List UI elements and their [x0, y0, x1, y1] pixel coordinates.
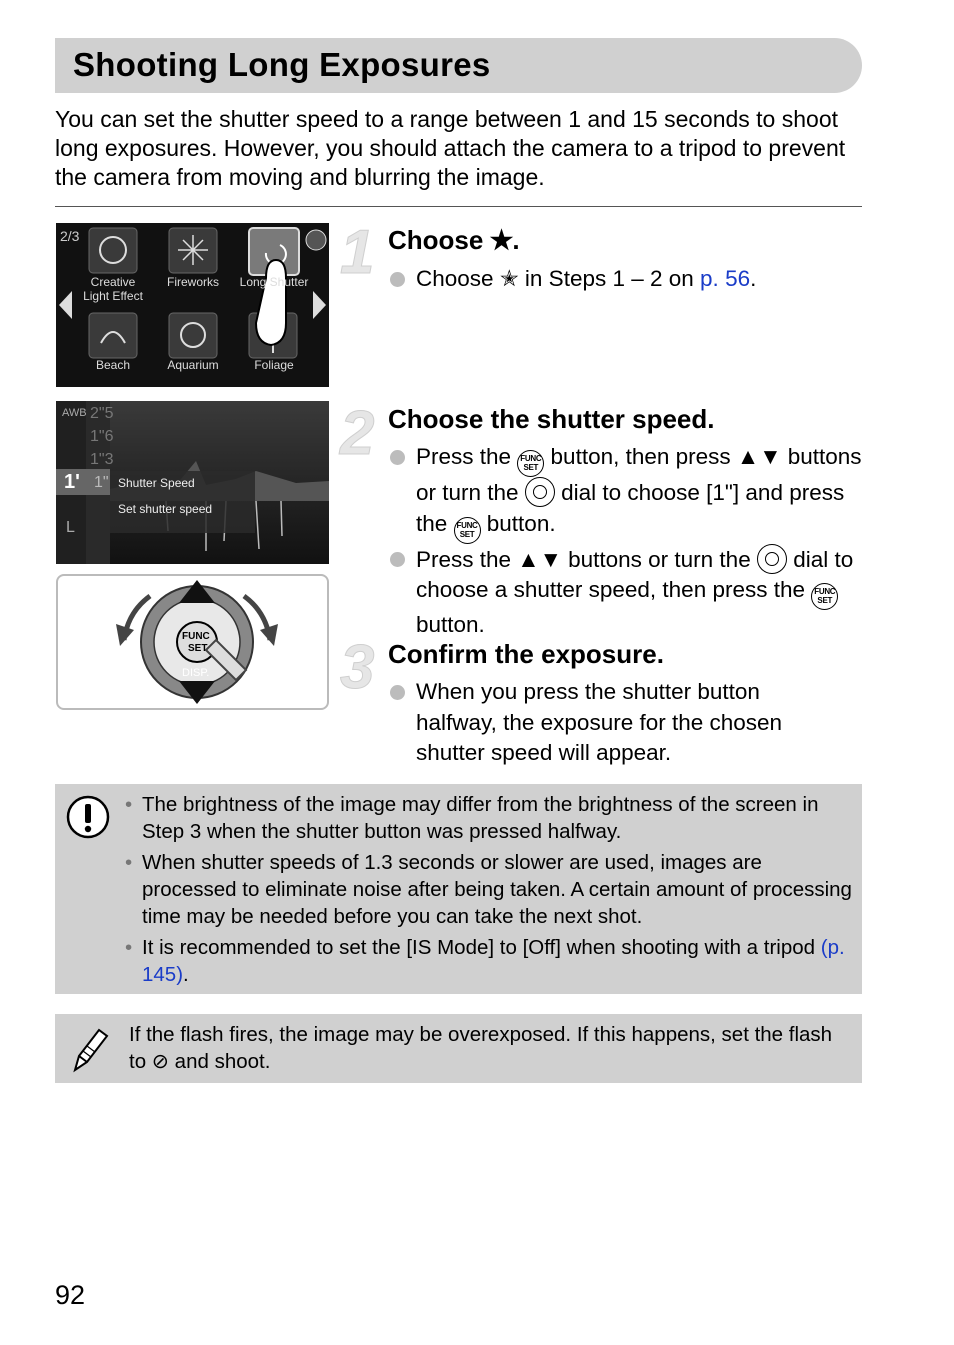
control-dial-icon: [525, 477, 555, 507]
title-bar: [55, 38, 862, 93]
func-set-icon: [454, 517, 481, 544]
page-link[interactable]: (p. 145): [142, 936, 845, 986]
screen2-right-label: 2"5: [90, 405, 114, 422]
disp-label: DISP.: [182, 667, 210, 679]
long-shutter-icon: ✭: [490, 225, 513, 255]
memo-text: [129, 1021, 854, 1075]
bullet-text: Choose: [416, 266, 500, 291]
step-number: 1: [340, 218, 375, 287]
step-number: 2: [340, 399, 375, 468]
caution-box: [55, 784, 862, 994]
control-dial-illustration: [56, 574, 329, 710]
list-item: [125, 934, 855, 988]
set-label: SET: [188, 643, 208, 654]
step-number: 3: [340, 633, 375, 702]
step-title: [388, 225, 520, 256]
page-number: 92: [55, 1280, 86, 1310]
list-item: • The brightness of the image may differ from the brightness of the screen in Step 3 when the shutter button was pressed halfway.: [125, 791, 855, 845]
scene-item-label: Fireworks: [166, 275, 219, 289]
bullet-text: button.: [480, 510, 556, 536]
screen2-right-label: 1": [94, 474, 109, 491]
bullet-text: button, then press: [544, 444, 737, 469]
bullet-text: button.: [416, 612, 485, 637]
screen2-right-label: 1"3: [90, 451, 114, 468]
step-title: Choose the shutter speed.: [388, 404, 715, 434]
bullet-text: in Steps 1 – 2 on: [518, 266, 701, 291]
scene-item-label: Long Shutter: [239, 275, 309, 289]
set-label: SET: [523, 463, 539, 472]
caution-list: [125, 791, 855, 992]
scene-menu-screenshot: [56, 223, 329, 387]
page-link[interactable]: p. 56: [700, 266, 751, 291]
list-item: When you press the shutter button halfway, the exposure for the chosen shutter speed will appear.: [388, 677, 828, 769]
step-2-bullets: [388, 442, 863, 641]
func-set-icon: [517, 450, 544, 477]
long-shutter-icon: ✭: [499, 266, 519, 291]
screen2-left-label: 1': [64, 471, 80, 493]
divider: [55, 206, 862, 207]
func-set-icon: [811, 583, 838, 610]
flash-off-icon: ⊘: [151, 1050, 169, 1073]
bullet-text: Press the: [416, 444, 518, 469]
step-title: Confirm the exposure.: [388, 639, 664, 669]
bullet-text: dial to choose [1"] and press the: [416, 480, 845, 536]
step-title-text: Choose: [388, 225, 491, 255]
step-1-bullets: [388, 264, 863, 295]
caution-text: It is recommended to set the [IS Mode] to [Off] when shooting with a tripod: [142, 936, 821, 959]
func-label: FUNC: [520, 454, 542, 463]
func-label: FUNC: [182, 631, 210, 642]
bullet-text: buttons or turn the: [416, 444, 862, 505]
list-item: [388, 264, 863, 295]
shutter-speed-screenshot: [56, 401, 329, 564]
up-down-arrows-icon: ▲▼: [736, 444, 782, 469]
screen2-right-label: 1"6: [90, 428, 114, 445]
bullet-text: .: [750, 266, 757, 291]
memo-text-part: If the flash fires, the image may be overexposed. If this happens, set the flash to: [129, 1023, 833, 1073]
caution-text: .: [183, 963, 189, 986]
step-3-bullets: [388, 677, 828, 769]
scene-item-label: Foliage: [254, 358, 294, 372]
screen1-page-indicator: 2/3: [60, 228, 80, 244]
set-label: SET: [459, 529, 475, 539]
func-label: FUNC: [814, 587, 836, 596]
bullet-text: dial to choose a shutter speed, then press the: [416, 546, 854, 602]
control-dial-icon: [757, 544, 787, 574]
memo-text-part: and shoot.: [168, 1050, 271, 1073]
up-down-arrows-icon: ▲▼: [517, 546, 562, 572]
shutter-speed-menu-sub: Set shutter speed: [118, 502, 213, 516]
set-label: SET: [817, 596, 833, 605]
page-title: Shooting Long Exposures: [73, 46, 491, 83]
step-title-end: .: [512, 225, 520, 255]
screen2-left-label: L: [66, 519, 75, 536]
memo-box: [55, 1014, 862, 1083]
scene-item-label: Aquarium: [167, 358, 219, 372]
bullet-text: Press the: [416, 546, 518, 572]
scene-item-label: Creative Light Effect: [83, 275, 143, 303]
func-label: FUNC: [456, 520, 478, 530]
list-item: [388, 544, 863, 641]
bullet-text: buttons or turn the: [561, 546, 757, 572]
control-dial-graphic: [58, 576, 327, 708]
shutter-speed-menu-title: Shutter Speed: [118, 476, 195, 490]
pencil-icon: [69, 1026, 109, 1074]
screen2-left-label: AWB: [62, 407, 87, 419]
list-item: [388, 442, 863, 544]
scene-item-label: Beach: [95, 358, 131, 372]
caution-icon: [65, 794, 111, 840]
list-item: • When shutter speeds of 1.3 seconds or slower are used, images are processed to eliminate noise after being taken. A certain amount of processing time may be needed before you can take the next shot.: [125, 849, 855, 930]
intro-text: You can set the shutter speed to a range between 1 and 15 seconds to shoot long exposures. However, you should attach the camera to a tripod to prevent the camera from moving and blurring the image.: [55, 106, 846, 190]
